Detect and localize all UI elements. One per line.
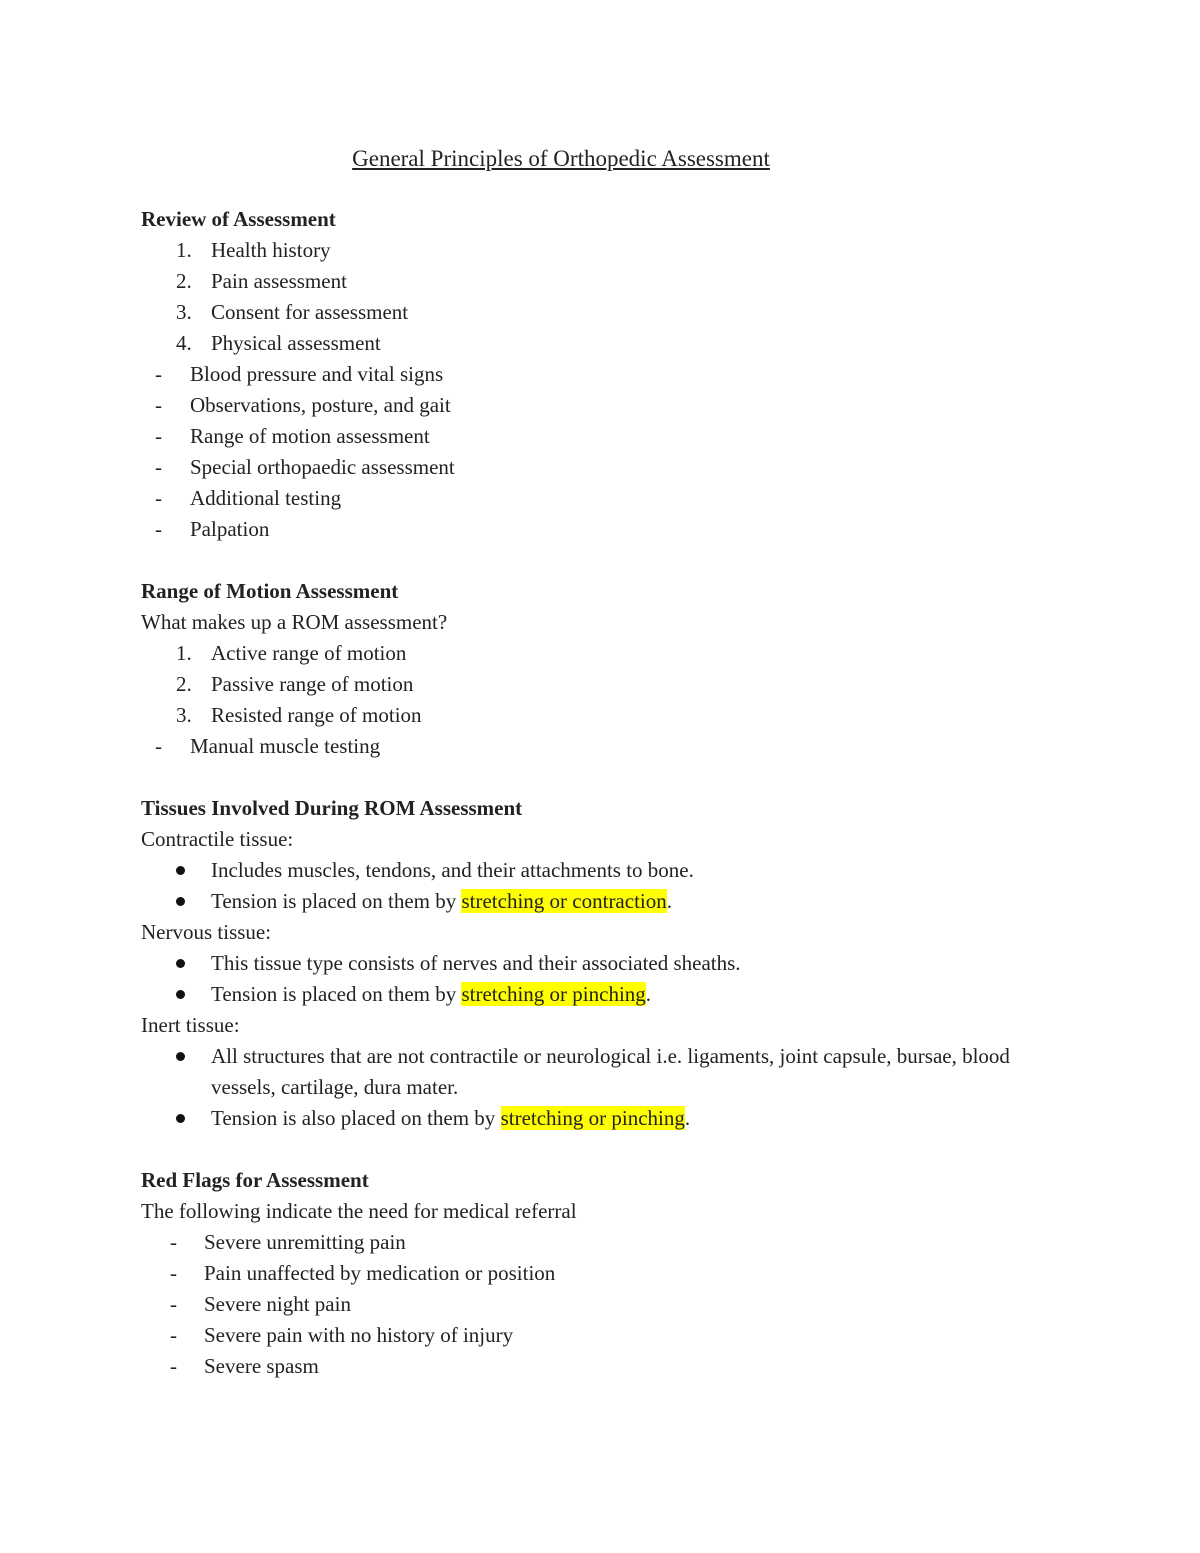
bullet-item [141,855,1061,886]
list-number: 3. [176,703,192,727]
bullet-item [141,886,1061,917]
item-text: Passive range of motion [211,672,414,696]
item-text: Observations, posture, and gait [190,393,451,417]
item-text-end: . [666,889,672,913]
item-text: This tissue type consists of nerves and their associated sheaths. [211,951,741,975]
document-title: General Principles of Orthopedic Assessment [352,146,770,171]
dash-marker: - [170,1354,177,1378]
dash-item [141,359,1061,390]
numbered-item [141,328,1061,359]
dash-item [141,483,1061,514]
list-number: 2. [176,269,192,293]
item-text-end: . [645,982,652,1006]
bullet-icon [176,959,185,968]
bullet-item [141,1103,1061,1134]
section-intro: The following indicate the need for medical referral [141,1199,577,1223]
tissue-label: Inert tissue: [141,1013,240,1037]
section-red-flags [141,1165,1061,1382]
highlighted-text: stretching or pinching [461,982,646,1006]
item-text: Additional testing [190,486,342,510]
list-number: 2. [176,672,192,696]
list-number: 4. [176,331,192,355]
dash-item [141,514,1061,545]
item-text: Resisted range of motion [211,703,422,727]
item-text: Pain unaffected by medication or position [204,1261,556,1285]
item-text: Severe night pain [204,1292,351,1316]
section-heading: Red Flags for Assessment [141,1168,369,1192]
item-text: Manual muscle testing [190,734,381,758]
item-text: Includes muscles, tendons, and their attachments to bone. [211,858,694,882]
numbered-item [141,669,1061,700]
item-text: Severe spasm [204,1354,319,1378]
list-number: 1. [176,641,192,665]
item-text: Range of motion assessment [190,424,430,448]
document-body [141,143,1061,1413]
dash-item [141,731,1061,762]
item-text: Consent for assessment [211,300,409,324]
numbered-item [141,638,1061,669]
item-text-end: . [684,1106,691,1130]
item-text: Blood pressure and vital signs [190,362,444,386]
numbered-item [141,700,1061,731]
item-text: All structures that are not contractile or neurological i.e. ligaments, joint capsule, bursae, blood vessels, cartilage, dura mater. [211,1044,1010,1099]
section-heading: Range of Motion Assessment [141,579,399,603]
item-text: Pain assessment [211,269,347,293]
bullet-item [141,979,1061,1010]
dash-marker: - [170,1261,177,1285]
item-text: Tension is placed on them by [211,889,462,913]
item-text: Active range of motion [211,641,407,665]
section-heading: Review of Assessment [141,207,336,231]
dash-item [141,1351,1061,1382]
dash-marker: - [155,517,162,541]
bullet-icon [176,866,185,875]
list-number: 1. [176,238,192,262]
section-rom [141,576,1061,762]
section-intro: What makes up a ROM assessment? [141,610,448,634]
dash-marker: - [170,1292,177,1316]
numbered-item [141,266,1061,297]
highlighted-text: stretching or pinching [500,1106,685,1130]
dash-marker: - [155,486,162,510]
dash-item [141,1289,1061,1320]
dash-marker: - [155,362,162,386]
bullet-icon [176,990,185,999]
item-text: Severe pain with no history of injury [204,1323,514,1347]
bullet-icon [176,897,185,906]
item-text: Special orthopaedic assessment [190,455,455,479]
dash-marker: - [170,1323,177,1347]
numbered-item [141,297,1061,328]
tissue-label: Nervous tissue: [141,920,272,944]
list-number: 3. [176,300,192,324]
item-text: Health history [211,238,331,262]
dash-item [141,1227,1061,1258]
dash-marker: - [155,393,162,417]
highlighted-text: stretching or contraction [461,889,667,913]
dash-marker: - [155,424,162,448]
dash-item [141,1258,1061,1289]
dash-item [141,452,1061,483]
item-text: Palpation [190,517,270,541]
item-text: Tension is also placed on them by [211,1106,501,1130]
dash-item [141,390,1061,421]
section-heading: Tissues Involved During ROM Assessment [141,796,523,820]
section-review [141,204,1061,545]
section-tissues [141,793,1061,1134]
dash-item [141,1320,1061,1351]
bullet-icon [176,1052,185,1061]
item-text: Tension is placed on them by [211,982,462,1006]
bullet-item [141,1041,1061,1103]
numbered-item [141,235,1061,266]
bullet-icon [176,1114,185,1123]
dash-item [141,421,1061,452]
tissue-label: Contractile tissue: [141,827,294,851]
item-text: Physical assessment [211,331,381,355]
dash-marker: - [170,1230,177,1254]
dash-marker: - [155,734,162,758]
item-text: Severe unremitting pain [204,1230,406,1254]
bullet-item [141,948,1061,979]
dash-marker: - [155,455,162,479]
